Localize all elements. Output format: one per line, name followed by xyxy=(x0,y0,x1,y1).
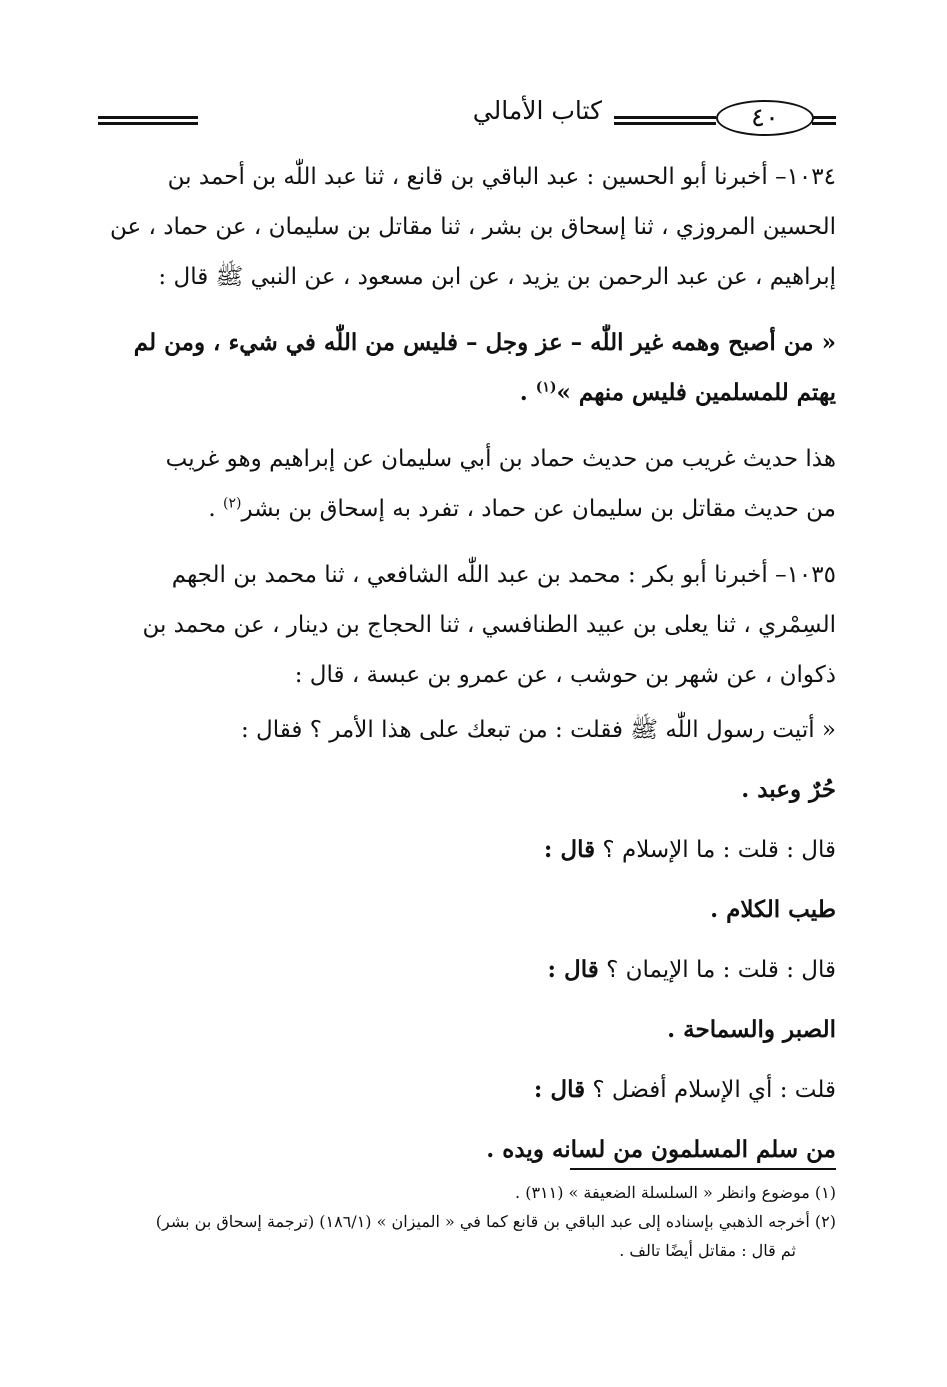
footnote-rule xyxy=(570,1168,836,1170)
matn-text: يهتم للمسلمين فليس منهم » xyxy=(556,379,836,406)
question xyxy=(98,820,836,880)
footnote-ref: (١) xyxy=(535,379,557,396)
answer: حُرٌ وعبد . xyxy=(741,776,836,803)
comment-line: هذا حديث غريب من حديث حماد بن أبي سليمان عن إبراهيم وهو غريب xyxy=(165,446,836,472)
footnote-2-cont: ثم قال : مقاتل أيضًا تالف . xyxy=(619,1241,796,1260)
header-rule xyxy=(614,116,716,119)
dialogue xyxy=(98,700,836,1180)
question-text: قال : قلت : ما الإسلام ؟ xyxy=(595,837,836,863)
header-rule xyxy=(98,122,198,125)
isnad-line: ١٠٣٤– أخبرنا أبو الحسين : عبد الباقي بن قانع ، ثنا عبد اللّٰه بن أحمد بن xyxy=(167,164,836,190)
comment-line xyxy=(98,484,836,534)
hadith-1034 xyxy=(98,152,836,534)
answer: الصبر والسماحة . xyxy=(667,1016,836,1043)
isnad-line: الحسين المروزي ، ثنا إسحاق بن بشر ، ثنا مقاتل بن سليمان ، عن حماد ، عن xyxy=(109,214,836,240)
question xyxy=(98,940,836,1000)
footnotes xyxy=(98,1168,836,1265)
header-rule xyxy=(812,122,836,125)
question-said: قال : xyxy=(543,836,596,863)
answer: طيب الكلام . xyxy=(710,896,836,923)
matn-end: . xyxy=(519,379,536,406)
matn-line xyxy=(98,368,836,418)
page-number: ٤٠ xyxy=(716,100,814,136)
page-body xyxy=(98,152,836,1180)
running-header xyxy=(98,96,836,142)
header-rule xyxy=(614,122,716,125)
header-rule xyxy=(98,116,198,119)
footnote-ref: (٢) xyxy=(222,495,242,512)
hadith-1035 xyxy=(98,550,836,1180)
comment-end: . xyxy=(208,496,223,522)
book-title: كتاب الأمالي xyxy=(472,96,602,125)
isnad-line: السِمْري ، ثنا يعلى بن عبيد الطنافسي ، ثنا الحجاج بن دينار ، عن محمد بن xyxy=(142,612,836,638)
header-rule xyxy=(812,116,836,119)
question-text: قلت : أي الإسلام أفضل ؟ xyxy=(585,1077,836,1103)
question xyxy=(98,1060,836,1120)
isnad-line: إبراهيم ، عن عبد الرحمن بن يزيد ، عن ابن مسعود ، عن النبي ﷺ قال : xyxy=(158,264,836,290)
question-said: قال : xyxy=(533,1076,586,1103)
dialogue-intro: « أتيت رسول اللّٰه ﷺ فقلت : من تبعك على هذا الأمر ؟ فقال : xyxy=(241,717,836,743)
footnote-1: (١) موضوع وانظر « السلسلة الضعيفة » (٣١١) . xyxy=(515,1183,836,1202)
question-text: قال : قلت : ما الإيمان ؟ xyxy=(598,957,836,983)
matn-line: « من أصبح وهمه غير اللّٰه – عز وجل – فليس من اللّٰه في شيء ، ومن لم xyxy=(133,329,836,356)
isnad-line: ١٠٣٥– أخبرنا أبو بكر : محمد بن عبد اللّٰه الشافعي ، ثنا محمد بن الجهم xyxy=(171,562,836,588)
comment-text: من حديث مقاتل بن سليمان عن حماد ، تفرد به إسحاق بن بشر xyxy=(241,496,836,522)
footnote-2: (٢) أخرجه الذهبي بإسناده إلى عبد الباقي بن قانع كما في « الميزان » (١٨٦/١) (ترجمة إسحاق بن بشر) xyxy=(155,1212,836,1231)
answer: من سلم المسلمون من لسانه ويده . xyxy=(486,1136,836,1163)
question-said: قال : xyxy=(547,956,599,983)
isnad-line: ذكوان ، عن شهر بن حوشب ، عن عمرو بن عبسة ، قال : xyxy=(294,662,836,688)
